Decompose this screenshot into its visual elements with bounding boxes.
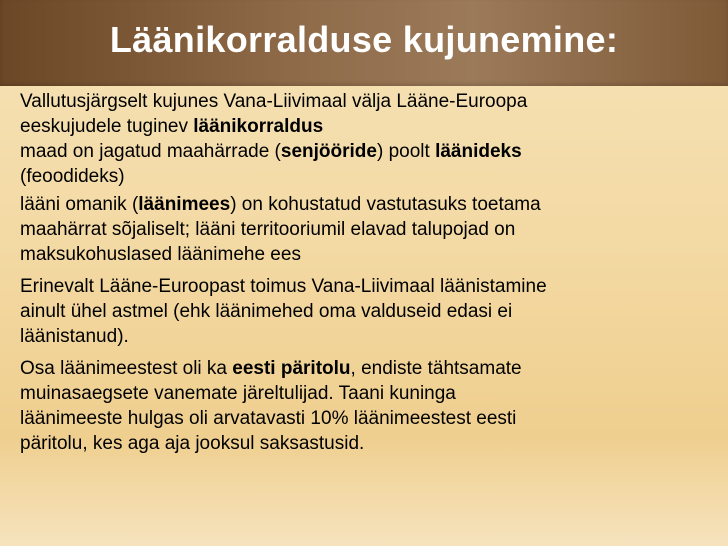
text-segment: ) on kohustatud vastutasuks toetama xyxy=(230,194,541,215)
paragraph-laani-omanik xyxy=(20,192,700,267)
title-bar xyxy=(0,0,728,86)
bold-term-laanideks: läänideks xyxy=(435,141,522,162)
text-line: maahärrat sõjaliselt; lääni territooriumil elavad talupojad on xyxy=(20,219,516,240)
slide-title: Läänikorralduse kujunemine: xyxy=(109,19,619,60)
bold-term-senjoorid: senjööride xyxy=(280,141,377,162)
text-line: ainult ühel astmel (ehk läänimehed oma valduseid edasi ei xyxy=(20,301,513,322)
slide-content xyxy=(20,89,700,456)
text-segment: Osa läänimeestest oli ka xyxy=(20,358,233,379)
text-line: päritolu, kes aga aja jooksul saksastusid. xyxy=(20,433,365,454)
bold-term-laanikorraldus: läänikorraldus xyxy=(193,116,324,137)
text-segment: lääni omanik ( xyxy=(20,194,139,215)
paragraph-vallutusjargselt xyxy=(20,89,700,139)
text-segment: ) poolt xyxy=(376,141,436,162)
text-line: läänistanud). xyxy=(20,326,129,347)
text-line: läänimeeste hulgas oli arvatavasti 10% läänimeestest eesti xyxy=(20,408,517,429)
text-segment: , endiste tähtsamate xyxy=(350,358,522,379)
text-line: muinasaegsete vanemate järeltulijad. Taani kuninga xyxy=(20,383,456,404)
text-line: Vallutusjärgselt kujunes Vana-Liivimaal välja Lääne-Euroopa xyxy=(20,91,528,112)
text-line: maksukohuslased läänimehe ees xyxy=(20,244,301,265)
paragraph-erinevalt xyxy=(20,274,700,349)
text-line: (feoodideks) xyxy=(20,166,125,187)
text-segment: maad on jagatud maahärrade ( xyxy=(20,141,281,162)
text-line: eeskujudele tuginev xyxy=(20,116,194,137)
text-line: Erinevalt Lääne-Euroopast toimus Vana-Liivimaal läänistamine xyxy=(20,276,547,297)
paragraph-osa-laanimeestest xyxy=(20,356,700,456)
bold-term-eesti-paritolu: eesti päritolu xyxy=(232,358,351,379)
bold-term-laanimees: läänimees xyxy=(138,194,231,215)
paragraph-maad-jagatud xyxy=(20,139,700,189)
